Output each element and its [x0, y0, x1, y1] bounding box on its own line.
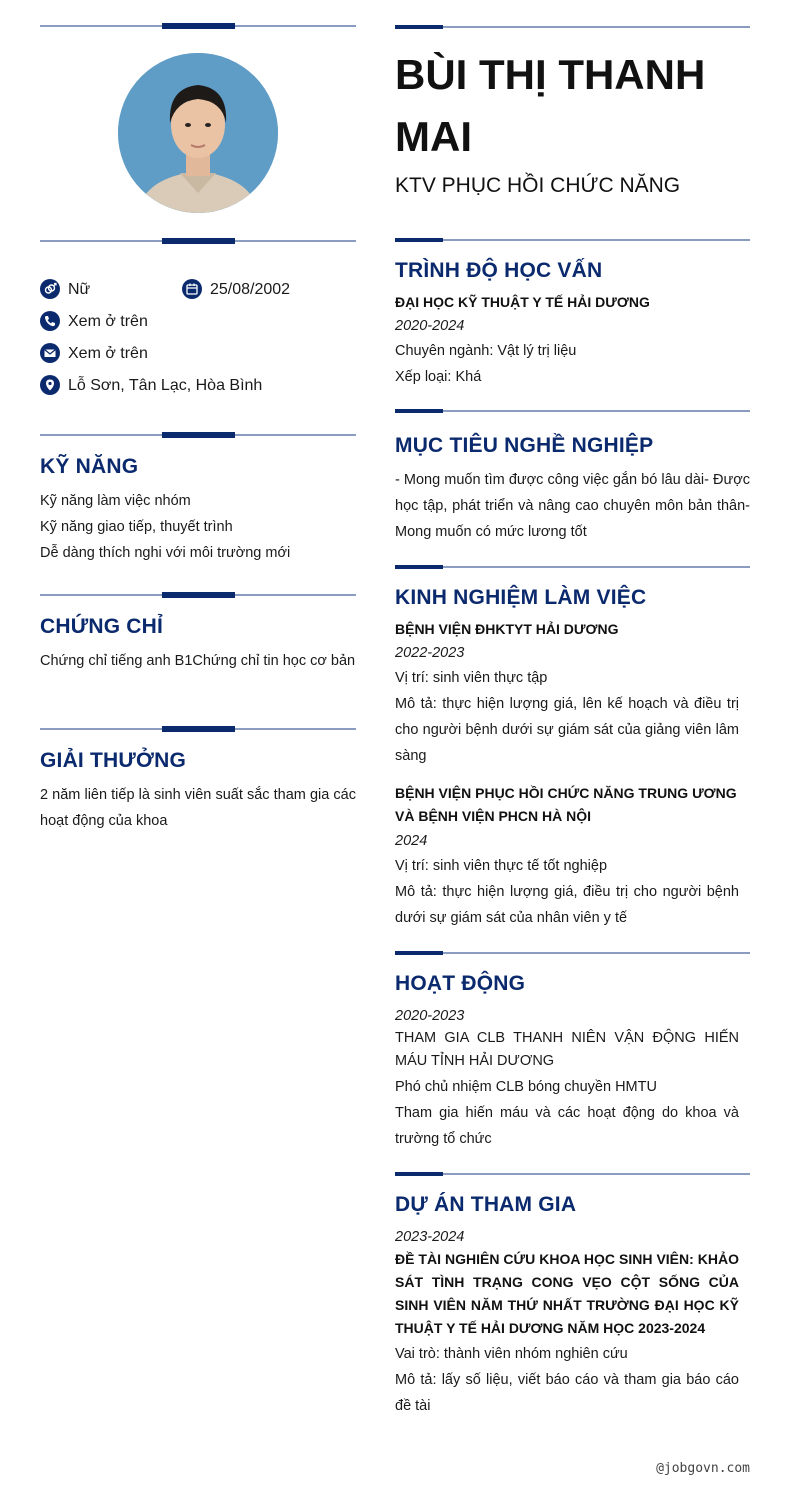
gender-icon: [40, 279, 60, 299]
divider: [395, 236, 750, 244]
address-text: Lỗ Sơn, Tân Lạc, Hòa Bình: [68, 377, 263, 394]
divider: [395, 23, 750, 31]
activities-org: THAM GIA CLB THANH NIÊN VẬN ĐỘNG HIẾN MÁU TỈNH HẢI DƯƠNG: [395, 1030, 739, 1069]
experience-org: BỆNH VIỆN ĐHKTYT HẢI DƯƠNG: [395, 621, 619, 637]
experience-period: 2024: [395, 833, 428, 849]
divider: [395, 563, 750, 571]
divider: [395, 949, 750, 957]
education-major: Chuyên ngành: Vật lý trị liệu: [395, 343, 577, 359]
education-grade: Xếp loại: Khá: [395, 369, 482, 385]
projects-role: Vai trò: thành viên nhóm nghiên cứu: [395, 1346, 628, 1362]
projects-desc: Mô tả: lấy số liệu, viết báo cáo và tham gia báo cáo đề tài: [395, 1372, 739, 1414]
experience-position: Vị trí: sinh viên thực tế tốt nghiệp: [395, 858, 608, 874]
experience-position: Vị trí: sinh viên thực tập: [395, 670, 548, 686]
awards-text: 2 năm liên tiếp là sinh viên suất sắc tham gia các hoạt động của khoa: [40, 787, 356, 829]
birthdate-row: [182, 279, 290, 301]
calendar-icon: [182, 279, 202, 299]
divider: [395, 407, 750, 415]
gender-row: [40, 279, 90, 301]
divider: [40, 725, 356, 733]
activities-title: HOẠT ĐỘNG: [395, 972, 526, 995]
divider: [40, 22, 356, 30]
objective-title: MỤC TIÊU NGHỀ NGHIỆP: [395, 434, 654, 457]
phone-icon: [40, 311, 60, 331]
job-title: KTV PHỤC HỒI CHỨC NĂNG: [395, 174, 681, 197]
activities-line: Phó chủ nhiệm CLB bóng chuyền HMTU: [395, 1079, 657, 1095]
footer-watermark: @jobgovn.com: [656, 1461, 750, 1476]
avatar: [118, 53, 278, 213]
education-school: ĐẠI HỌC KỸ THUẬT Y TẾ HẢI DƯƠNG: [395, 294, 650, 310]
experience-title: KINH NGHIỆM LÀM VIỆC: [395, 586, 647, 609]
skills-title: KỸ NĂNG: [40, 455, 139, 478]
experience-period: 2022-2023: [395, 645, 465, 661]
skill-item: Kỹ năng làm việc nhóm: [40, 493, 191, 509]
objective-text: - Mong muốn tìm được công việc gắn bó lâu dài- Được học tập, phát triển và nâng cao chuyên môn bản thân- Mong muốn có mức lương tốt: [395, 472, 750, 540]
divider: [395, 1170, 750, 1178]
skill-item: Kỹ năng giao tiếp, thuyết trình: [40, 519, 233, 535]
candidate-name: BÙI THỊ THANH MAI: [395, 51, 706, 160]
phone-text: Xem ở trên: [68, 313, 148, 330]
awards-title: GIẢI THƯỞNG: [40, 749, 187, 772]
address-row: [40, 375, 262, 397]
email-icon: [40, 343, 60, 363]
skill-item: Dễ dàng thích nghi với môi trường mới: [40, 545, 291, 561]
education-period: 2020-2024: [395, 318, 465, 334]
certificates-text: Chứng chỉ tiếng anh B1Chứng chỉ tin học cơ bản: [40, 653, 356, 669]
activities-period: 2020-2023: [395, 1008, 465, 1024]
experience-org: BỆNH VIỆN PHỤC HỒI CHỨC NĂNG TRUNG ƯƠNG VÀ BỆNH VIỆN PHCN HÀ NỘI: [395, 785, 737, 824]
divider: [40, 237, 356, 245]
experience-desc: Mô tả: thực hiện lượng giá, điều trị cho người bệnh dưới sự giám sát của nhân viên y tế: [395, 884, 739, 926]
location-icon: [40, 375, 60, 395]
projects-period: 2023-2024: [395, 1229, 465, 1245]
gender-text: Nữ: [68, 281, 91, 298]
email-row: [40, 343, 148, 365]
birthdate-text: 25/08/2002: [210, 281, 291, 298]
email-text: Xem ở trên: [68, 345, 148, 362]
certificates-title: CHỨNG CHỈ: [40, 615, 164, 638]
activities-line: Tham gia hiến máu và các hoạt động do khoa và trường tổ chức: [395, 1105, 739, 1147]
divider: [40, 431, 356, 439]
experience-desc: Mô tả: thực hiện lượng giá, lên kế hoạch và điều trị cho người bệnh dưới sự giám sát của giảng viên lâm sàng: [395, 696, 739, 764]
projects-name: ĐỀ TÀI NGHIÊN CỨU KHOA HỌC SINH VIÊN: KHẢO SÁT TÌNH TRẠNG CONG VẸO CỘT SỐNG CỦA SINH VIÊN NĂM THỨ NHẤT TRƯỜNG ĐẠI HỌC KỸ THUẬT Y TẾ HẢI DƯƠNG NĂM HỌC 2023-2024: [395, 1251, 739, 1336]
phone-row: [40, 311, 148, 333]
education-title: TRÌNH ĐỘ HỌC VẤN: [395, 259, 603, 282]
projects-title: DỰ ÁN THAM GIA: [395, 1193, 577, 1216]
divider: [40, 591, 356, 599]
